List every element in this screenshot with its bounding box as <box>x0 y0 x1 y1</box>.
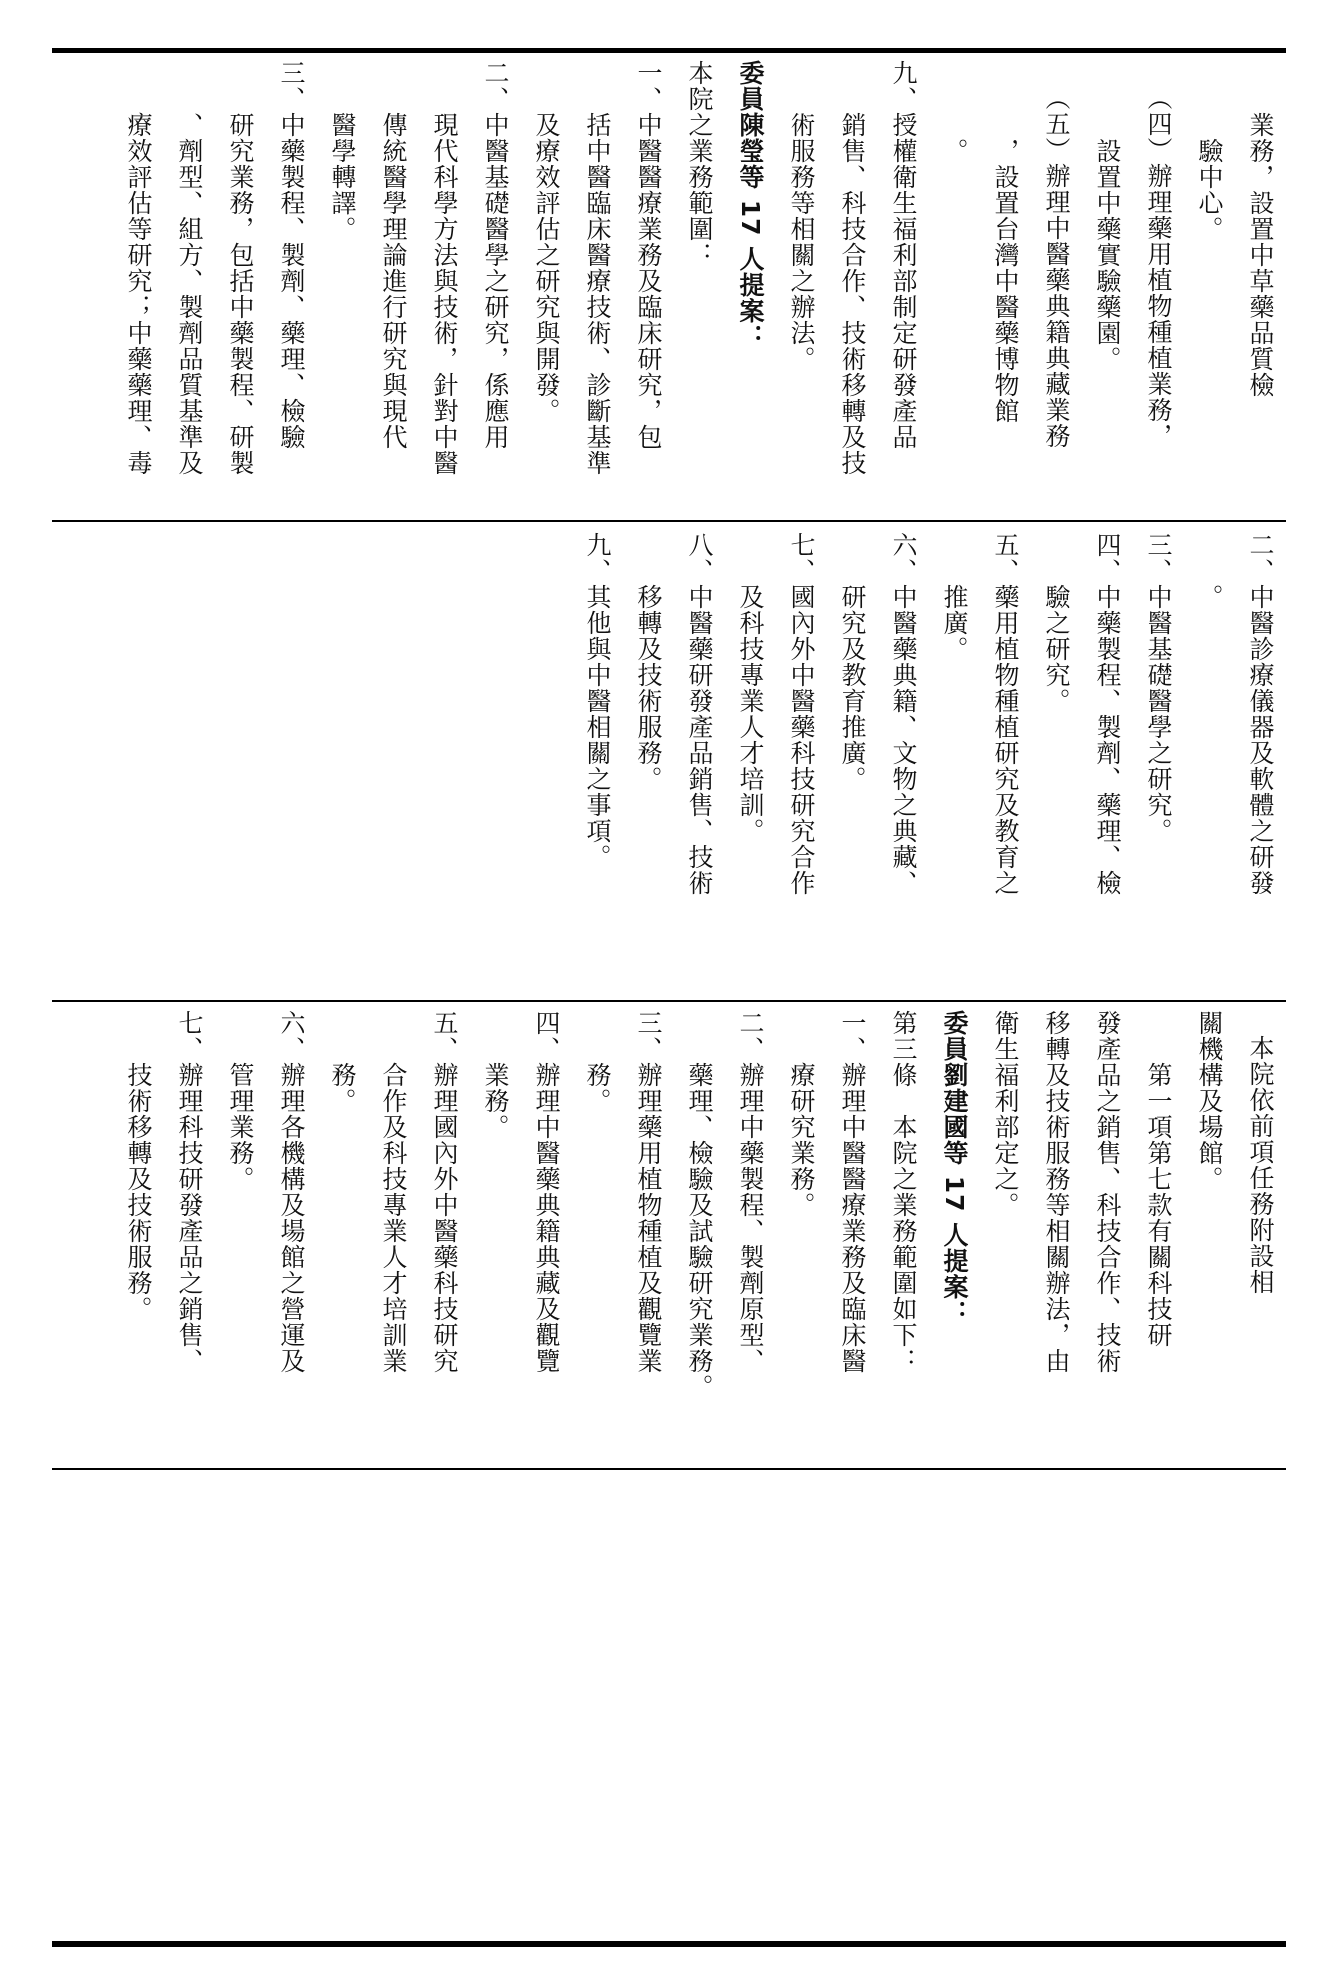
proposal-heading: 委員劉建國等 17 人提案： <box>940 1010 969 1327</box>
text-line: 、劑型、組方、製劑品質基準及 <box>175 112 204 476</box>
text-line: 八、中醫藥研發產品銷售、技術 <box>685 532 714 896</box>
text-line: 。 <box>940 138 969 164</box>
text-line: 三、辦理藥用植物種植及觀覽業 <box>634 1010 663 1374</box>
text-line: 移轉及技術服務。 <box>634 584 663 792</box>
text-line: 療研究業務。 <box>787 1062 816 1218</box>
text-line: 醫學轉譯。 <box>328 112 357 242</box>
column-divider-3 <box>52 1468 1286 1470</box>
text-line: 推廣。 <box>940 584 969 662</box>
proposal-heading: 委員陳瑩等 17 人提案： <box>736 60 765 351</box>
text-line: 研究業務，包括中藥製程、研製 <box>226 112 255 476</box>
text-line: 一、辦理中醫醫療業務及臨床醫 <box>838 1010 867 1374</box>
text-line: 移轉及技術服務等相關辦法，由 <box>1042 1010 1071 1374</box>
text-line: 七、辦理科技研發產品之銷售、 <box>175 1010 204 1374</box>
text-line: 第三條 本院之業務範圍如下： <box>889 1010 918 1374</box>
text-line: 現代科學方法與技術，針對中醫 <box>430 112 459 476</box>
text-line: 二、中醫診療儀器及軟體之研發 <box>1246 532 1275 896</box>
text-line: 九、授權衛生福利部制定研發產品 <box>889 60 918 450</box>
text-line: 三、中醫基礎醫學之研究。 <box>1144 532 1173 844</box>
text-line: 研究及教育推廣。 <box>838 584 867 792</box>
text-line: 本院依前項任務附設相 <box>1246 1035 1275 1295</box>
text-line: 藥理、檢驗及試驗研究業務。 <box>685 1062 714 1400</box>
text-line: 。 <box>1195 584 1224 610</box>
text-line: 括中醫臨床醫療技術、診斷基準 <box>583 112 612 476</box>
top-rule <box>52 48 1286 53</box>
text-column-3 <box>52 1010 1286 1460</box>
text-line: 五、藥用植物種植研究及教育之 <box>991 532 1020 896</box>
text-line: 術服務等相關之辦法。 <box>787 112 816 372</box>
text-line: 驗中心。 <box>1195 138 1224 242</box>
text-line: 二、辦理中藥製程、製劑原型、 <box>736 1010 765 1374</box>
text-line: 管理業務。 <box>226 1062 255 1192</box>
text-line: 六、辦理各機構及場館之營運及 <box>277 1010 306 1374</box>
text-line: 九、其他與中醫相關之事項。 <box>583 532 612 870</box>
text-line: 傳統醫學理論進行研究與現代 <box>379 112 408 450</box>
text-line: 七、國內外中醫藥科技研究合作 <box>787 532 816 896</box>
text-line: 業務，設置中草藥品質檢 <box>1246 112 1275 398</box>
text-line: 一、中醫醫療業務及臨床研究，包 <box>634 60 663 450</box>
text-column-2 <box>52 532 1286 994</box>
text-line: 第一項第七款有關科技研 <box>1144 1062 1173 1348</box>
text-line: 三、中藥製程、製劑、藥理、檢驗 <box>277 60 306 450</box>
text-line: （四）辦理藥用植物種植業務， <box>1144 85 1173 449</box>
text-column-1 <box>52 60 1286 510</box>
text-line: ，設置台灣中醫藥博物館 <box>991 138 1020 424</box>
text-line: 四、辦理中醫藥典籍典藏及觀覽 <box>532 1010 561 1374</box>
column-divider-2 <box>52 1000 1286 1002</box>
text-line: 五、辦理國內外中醫藥科技研究 <box>430 1010 459 1374</box>
text-line: 二、中醫基礎醫學之研究，係應用 <box>481 60 510 450</box>
text-line: 四、中藥製程、製劑、藥理、檢 <box>1093 532 1122 896</box>
text-line: 及科技專業人才培訓。 <box>736 584 765 844</box>
text-line: 本院之業務範圍： <box>685 60 714 268</box>
text-line: 設置中藥實驗藥園。 <box>1093 138 1122 372</box>
text-line: 合作及科技專業人才培訓業 <box>379 1062 408 1374</box>
text-line: （五）辦理中醫藥典籍典藏業務 <box>1042 85 1071 449</box>
text-line: 衛生福利部定之。 <box>991 1010 1020 1218</box>
text-line: 關機構及場館。 <box>1195 1010 1224 1192</box>
text-line: 驗之研究。 <box>1042 584 1071 714</box>
text-line: 發產品之銷售、科技合作、技術 <box>1093 1010 1122 1374</box>
text-line: 技術移轉及技術服務。 <box>124 1062 153 1322</box>
text-line: 六、中醫藥典籍、文物之典藏、 <box>889 532 918 896</box>
bottom-rule <box>52 1941 1286 1947</box>
text-line: 銷售、科技合作、技術移轉及技 <box>838 112 867 476</box>
text-line: 業務。 <box>481 1062 510 1140</box>
text-line: 療效評估等研究；中藥藥理、毒 <box>124 112 153 476</box>
text-line: 及療效評估之研究與開發。 <box>532 112 561 424</box>
text-line: 務。 <box>583 1062 612 1114</box>
text-line: 務。 <box>328 1062 357 1114</box>
column-divider-1 <box>52 520 1286 522</box>
